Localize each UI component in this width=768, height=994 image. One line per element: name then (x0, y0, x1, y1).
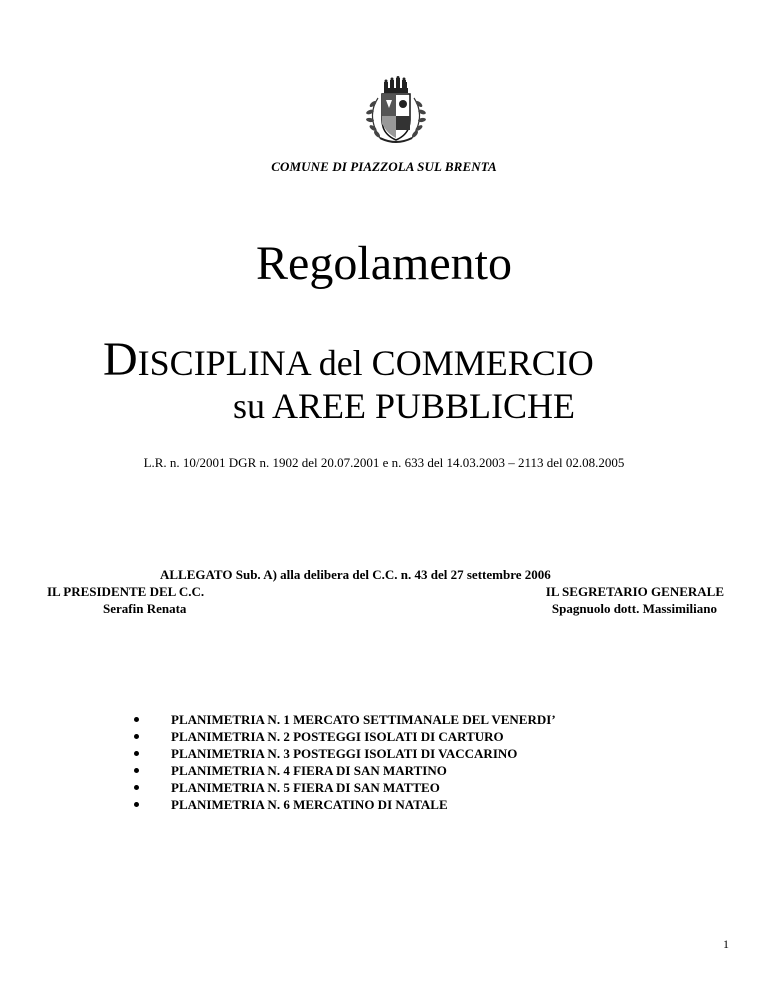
list-item-label: PLANIMETRIA N. 5 FIERA DI SAN MATTEO (171, 780, 440, 795)
list-item-label: PLANIMETRIA N. 2 POSTEGGI ISOLATI DI CARTURO (171, 729, 504, 744)
president-name: Serafin Renata (103, 601, 187, 616)
municipal-coat-of-arms-icon (356, 76, 436, 148)
list-item (134, 796, 556, 813)
bullet-icon (134, 768, 139, 773)
list-item (134, 745, 556, 762)
document-subtitle-line2: su AREE PUBBLICHE (232, 386, 576, 426)
legal-references: L.R. n. 10/2001 DGR n. 1902 del 20.07.2001 e n. 633 del 14.03.2003 – 2113 del 02.08.2005 (143, 455, 625, 470)
bullet-icon (134, 802, 139, 807)
president-title: IL PRESIDENTE DEL C.C. (47, 584, 205, 599)
allegato-note: ALLEGATO Sub. A) alla delibera del C.C. n. 43 del 27 settembre 2006 (160, 567, 551, 582)
bullet-icon (134, 717, 139, 722)
list-item (134, 779, 556, 796)
list-item (134, 711, 556, 728)
document-title: Regolamento (256, 237, 512, 290)
list-item (134, 762, 556, 779)
list-item-label: PLANIMETRIA N. 4 FIERA DI SAN MARTINO (171, 763, 447, 778)
subtitle-word-disciplina: ISCIPLINA (137, 343, 310, 383)
secretary-title: IL SEGRETARIO GENERALE (545, 584, 724, 599)
page-number: 1 (723, 937, 729, 951)
municipality-name: COMUNE DI PIAZZOLA SUL BRENTA (271, 159, 497, 174)
secretary-name: Spagnuolo dott. Massimiliano (551, 601, 717, 616)
bullet-icon (134, 734, 139, 739)
document-subtitle-line1 (103, 333, 594, 386)
list-item (134, 728, 556, 745)
list-item-label: PLANIMETRIA N. 3 POSTEGGI ISOLATI DI VACCARINO (171, 746, 518, 761)
planimetrie-list (134, 711, 556, 813)
subtitle-drop-initial: D (103, 333, 138, 386)
list-item-label: PLANIMETRIA N. 6 MERCATINO DI NATALE (171, 797, 448, 812)
bullet-icon (134, 785, 139, 790)
list-item-label: PLANIMETRIA N. 1 MERCATO SETTIMANALE DEL VENERDI’ (171, 712, 556, 727)
subtitle-commercio: del COMMERCIO (309, 343, 594, 383)
bullet-icon (134, 751, 139, 756)
